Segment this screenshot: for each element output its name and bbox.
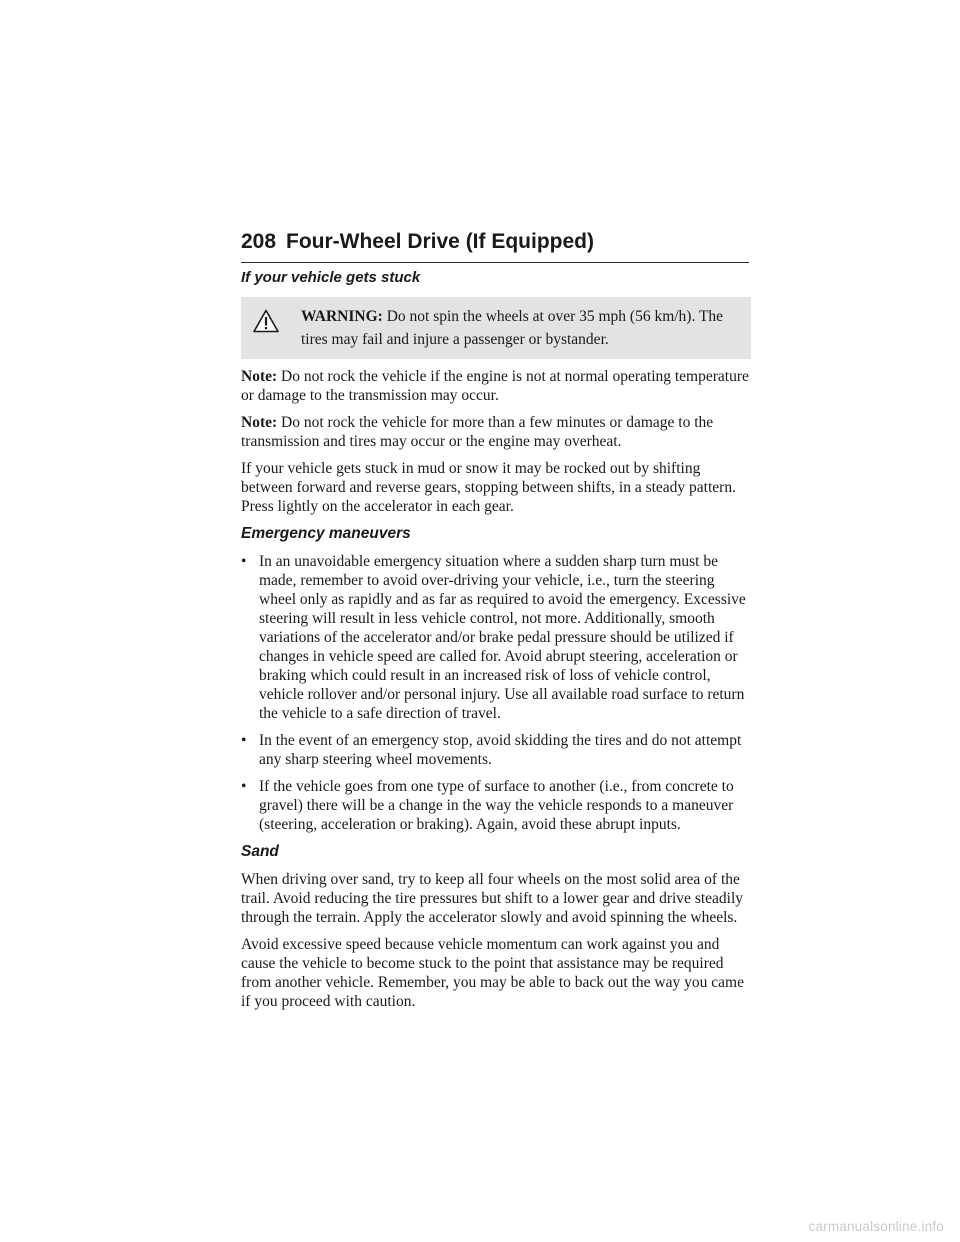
chapter-title: Four-Wheel Drive (If Equipped) (286, 230, 594, 253)
stuck-paragraph: If your vehicle gets stuck in mud or snow it may be rocked out by shifting between forward and reverse gears, stopping between shifts, in a steady pattern. Press lightly on the accelerator in each gear. (241, 460, 736, 515)
sand-heading: Sand (241, 843, 279, 860)
emergency-heading: Emergency maneuvers (241, 525, 411, 542)
bullet-text: If the vehicle goes from one type of surface to another (i.e., from concrete to gravel) there will be a change in the way the vehicle responds to a maneuver (steering, acceleration or braking). Again, avoid these abrupt inputs. (259, 778, 734, 833)
warning-text: Do not spin the wheels at over 35 mph (56 km/h). The tires may fail and injure a passenger or bystander. (301, 308, 724, 348)
list-item (241, 777, 751, 834)
warning-box (241, 297, 751, 359)
note-paragraph (241, 367, 751, 405)
note-label: Note: (241, 368, 278, 385)
bullet-marker: • (241, 732, 247, 749)
warning-label: WARNING: (301, 308, 383, 325)
bullet-marker: • (241, 553, 247, 570)
stuck-heading: If your vehicle gets stuck (241, 269, 421, 286)
emergency-bullet-list (241, 552, 751, 834)
watermark-link[interactable]: carmanualsonline.info (808, 1219, 944, 1234)
page-content (241, 268, 751, 1019)
warning-triangle-icon (253, 309, 279, 333)
note-paragraph (241, 413, 751, 451)
page-header (241, 228, 749, 263)
note-label: Note: (241, 414, 278, 431)
bullet-text: In an unavoidable emergency situation where a sudden sharp turn must be made, remember to avoid over-driving your vehicle, i.e., turn the steering wheel only as rapidly and as far as required to avoid the emergency. Excessive steering will result in less vehicle control, not more. Additionally, smooth variations of the accelerator and/or brake pedal pressure should be utilized if changes in vehicle speed are called for. Avoid abrupt steering, acceleration or braking which could result in an increased risk of loss of vehicle control, vehicle rollover and/or personal injury. Use all available road surface to return the vehicle to a safe direction of travel. (259, 553, 746, 722)
bullet-marker: • (241, 778, 247, 795)
sand-paragraph: When driving over sand, try to keep all four wheels on the most solid area of the trail. Avoid reducing the tire pressures but shift to a lower gear and drive steadily through the terrain. Apply the accelerator slowly and avoid spinning the wheels. (241, 871, 744, 926)
sand-paragraph: Avoid excessive speed because vehicle momentum can work against you and cause the vehicle to become stuck to the point that assistance may be required from another vehicle. Remember, you may be able to back out the way you came if you proceed with caution. (241, 936, 744, 1010)
bullet-text: In the event of an emergency stop, avoid skidding the tires and do not attempt any sharp steering wheel movements. (259, 732, 742, 768)
list-item (241, 552, 751, 723)
note-text: Do not rock the vehicle for more than a few minutes or damage to the transmission and tires may occur or the engine may overheat. (241, 414, 714, 450)
page-number: 208 (241, 230, 277, 253)
note-text: Do not rock the vehicle if the engine is not at normal operating temperature or damage to the transmission may occur. (241, 368, 749, 404)
list-item (241, 731, 751, 769)
